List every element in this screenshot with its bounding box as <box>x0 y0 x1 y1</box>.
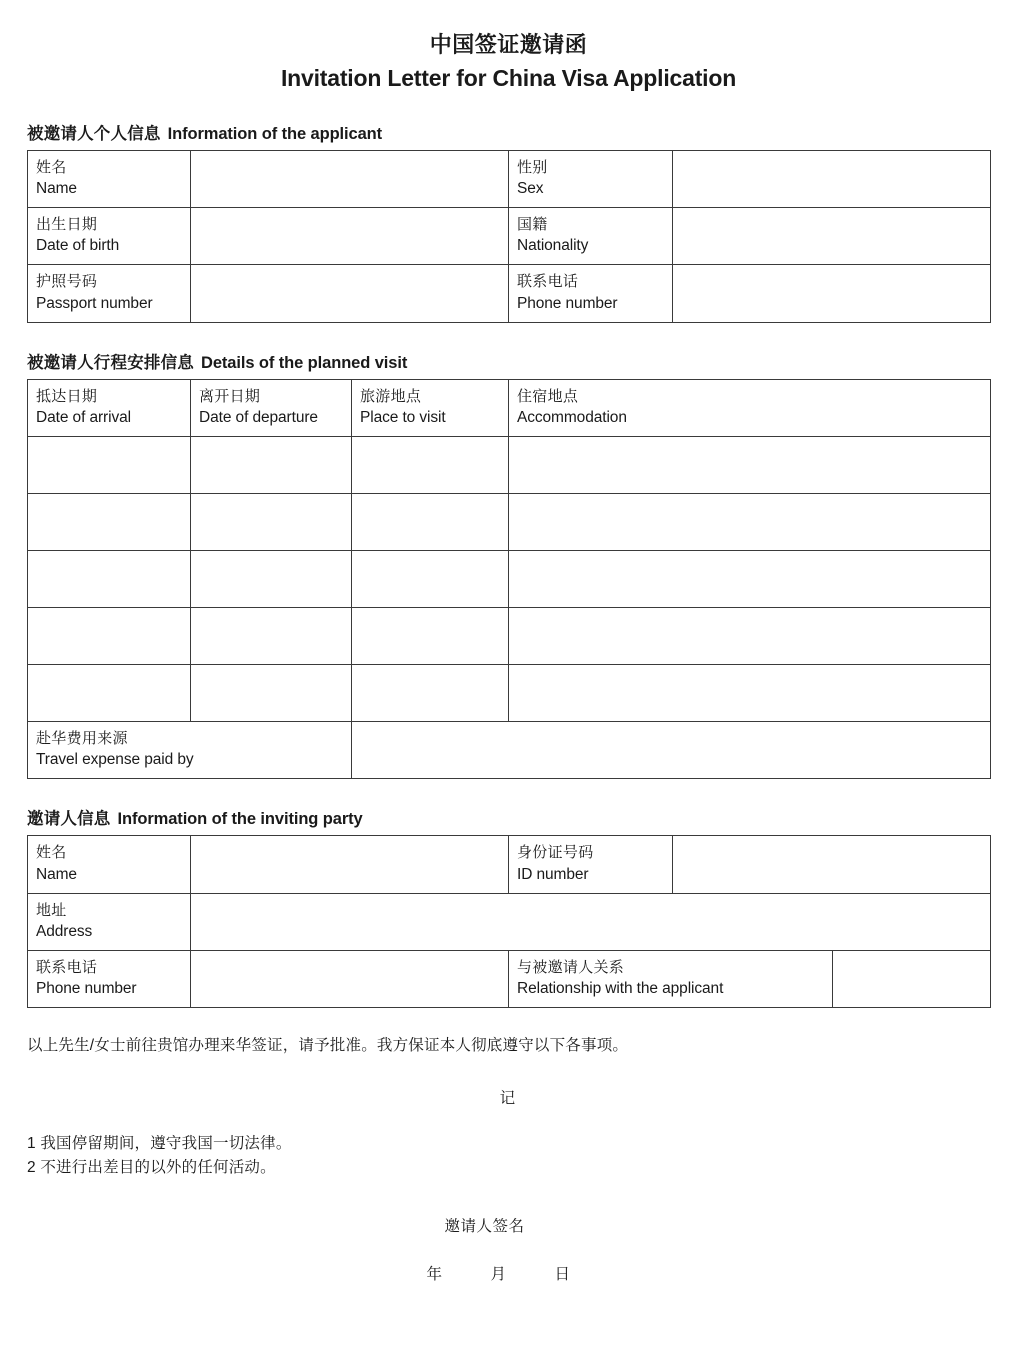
applicant-name-label <box>28 150 191 207</box>
visit-accommodation-field[interactable] <box>509 437 991 494</box>
visit-column-place-en: Place to visit <box>360 409 446 427</box>
visit-departure-field[interactable] <box>191 551 352 608</box>
inviter-phone-label-cn: 联系电话 <box>36 958 98 976</box>
visit-accommodation-field[interactable] <box>509 665 991 722</box>
inviter-relationship-field[interactable] <box>833 950 991 1007</box>
spacer <box>0 94 1017 120</box>
applicant-sex-label-cn: 性别 <box>517 158 548 176</box>
visit-column-arrival-cn: 抵达日期 <box>36 387 98 405</box>
visit-column-place <box>352 379 509 436</box>
table-row <box>28 893 991 950</box>
applicant-name-label-cn: 姓名 <box>36 158 67 176</box>
travel-expense-label <box>28 722 352 779</box>
applicant-dob-label-en: Date of birth <box>36 237 120 255</box>
inviter-relationship-label <box>509 950 833 1007</box>
section-heading-visit <box>27 349 1017 373</box>
visit-column-departure-en: Date of departure <box>199 409 318 427</box>
inviter-name-field[interactable] <box>191 836 509 893</box>
inviter-name-label-en: Name <box>36 865 77 883</box>
visit-accommodation-field[interactable] <box>509 494 991 551</box>
applicant-phone-label-en: Phone number <box>517 294 618 312</box>
inviter-id-field[interactable] <box>673 836 991 893</box>
declaration-statement: 以上先生/女士前往贵馆办理来华签证，请予批准。我方保证本人彻底遵守以下各事项。 <box>27 1037 629 1055</box>
inviter-id-label <box>509 836 673 893</box>
planned-visit-table <box>27 379 991 780</box>
table-header-row <box>28 379 991 436</box>
inviter-name-label <box>28 836 191 893</box>
note-marker: 记 <box>499 1089 516 1107</box>
section-heading-applicant-cn: 被邀请人个人信息 <box>27 124 161 143</box>
visit-accommodation-field[interactable] <box>509 608 991 665</box>
spacer <box>0 779 1017 805</box>
signature-label: 邀请人签名 <box>444 1217 525 1235</box>
visit-column-arrival <box>28 379 191 436</box>
travel-expense-label-en: Travel expense paid by <box>36 751 194 769</box>
table-row <box>28 150 991 207</box>
table-row <box>28 437 991 494</box>
applicant-dob-field[interactable] <box>191 208 509 265</box>
clause-item: 2 不进行出差目的以外的任何活动。 <box>27 1158 276 1176</box>
applicant-name-field[interactable] <box>191 150 509 207</box>
inviter-id-label-cn: 身份证号码 <box>517 844 594 862</box>
inviting-party-table <box>27 835 991 1008</box>
date-day-label: 日 <box>554 1265 571 1283</box>
visit-column-departure <box>191 379 352 436</box>
spacer <box>0 323 1017 349</box>
inviter-phone-label <box>28 950 191 1007</box>
clause-list <box>0 1132 1017 1180</box>
visit-departure-field[interactable] <box>191 494 352 551</box>
visit-column-place-cn: 旅游地点 <box>360 387 422 405</box>
date-month-label: 月 <box>490 1265 507 1283</box>
table-row <box>28 265 991 322</box>
inviter-phone-label-en: Phone number <box>36 980 137 998</box>
visit-arrival-field[interactable] <box>28 665 191 722</box>
section-heading-visit-en: Details of the planned visit <box>201 353 408 372</box>
inviter-address-label-en: Address <box>36 922 93 940</box>
applicant-phone-label <box>509 265 673 322</box>
section-heading-applicant-en: Information of the applicant <box>167 124 383 143</box>
applicant-nationality-field[interactable] <box>673 208 991 265</box>
inviter-relationship-label-cn: 与被邀请人关系 <box>517 958 625 976</box>
section-heading-applicant <box>27 120 1017 144</box>
inviter-address-label <box>28 893 191 950</box>
section-heading-inviting-party <box>27 805 1017 829</box>
visit-departure-field[interactable] <box>191 608 352 665</box>
applicant-sex-label-en: Sex <box>517 180 544 198</box>
inviter-name-label-cn: 姓名 <box>36 844 67 862</box>
table-row <box>28 722 991 779</box>
visit-place-field[interactable] <box>352 494 509 551</box>
date-line <box>0 1262 1017 1284</box>
date-year-label: 年 <box>426 1265 443 1283</box>
inviter-address-label-cn: 地址 <box>36 901 67 919</box>
document-title-english: Invitation Letter for China Visa Application <box>280 64 737 91</box>
visit-column-accommodation-en: Accommodation <box>517 409 627 427</box>
applicant-passport-field[interactable] <box>191 265 509 322</box>
section-heading-visit-cn: 被邀请人行程安排信息 <box>27 353 194 372</box>
applicant-name-label-en: Name <box>36 180 77 198</box>
applicant-passport-label-en: Passport number <box>36 294 153 312</box>
table-row <box>28 836 991 893</box>
visit-place-field[interactable] <box>352 608 509 665</box>
applicant-passport-label <box>28 265 191 322</box>
table-row <box>28 208 991 265</box>
applicant-sex-label <box>509 150 673 207</box>
visit-arrival-field[interactable] <box>28 494 191 551</box>
visit-arrival-field[interactable] <box>28 437 191 494</box>
visit-departure-field[interactable] <box>191 665 352 722</box>
inviter-relationship-label-en: Relationship with the applicant <box>517 980 724 998</box>
table-row <box>28 551 991 608</box>
inviter-address-field[interactable] <box>191 893 991 950</box>
document-title-chinese: 中国签证邀请函 <box>429 32 588 57</box>
visit-place-field[interactable] <box>352 665 509 722</box>
document-title-block <box>0 0 1017 94</box>
applicant-phone-label-cn: 联系电话 <box>517 273 579 291</box>
visit-accommodation-field[interactable] <box>509 551 991 608</box>
applicant-information-table <box>27 150 991 323</box>
table-row <box>28 608 991 665</box>
table-row <box>28 494 991 551</box>
visit-column-accommodation-cn: 住宿地点 <box>517 387 579 405</box>
applicant-dob-label-cn: 出生日期 <box>36 216 98 234</box>
visit-column-arrival-en: Date of arrival <box>36 409 131 427</box>
clause-item: 1 我国停留期间，遵守我国一切法律。 <box>27 1134 292 1152</box>
visit-place-field[interactable] <box>352 437 509 494</box>
applicant-passport-label-cn: 护照号码 <box>36 273 98 291</box>
visit-place-field[interactable] <box>352 551 509 608</box>
travel-expense-label-cn: 赴华费用来源 <box>36 730 128 748</box>
table-row <box>28 665 991 722</box>
section-heading-inviting-party-en: Information of the inviting party <box>117 810 363 829</box>
applicant-sex-field[interactable] <box>673 150 991 207</box>
visit-column-accommodation <box>509 379 991 436</box>
applicant-nationality-label-en: Nationality <box>517 237 589 255</box>
applicant-phone-field[interactable] <box>673 265 991 322</box>
visit-column-departure-cn: 离开日期 <box>199 387 261 405</box>
inviter-id-label-en: ID number <box>517 865 589 883</box>
inviter-phone-field[interactable] <box>191 950 509 1007</box>
section-heading-inviting-party-cn: 邀请人信息 <box>27 810 111 829</box>
visit-arrival-field[interactable] <box>28 551 191 608</box>
travel-expense-field[interactable] <box>352 722 991 779</box>
table-row <box>28 950 991 1007</box>
applicant-nationality-label-cn: 国籍 <box>517 216 548 234</box>
visit-arrival-field[interactable] <box>28 608 191 665</box>
visit-departure-field[interactable] <box>191 437 352 494</box>
applicant-dob-label <box>28 208 191 265</box>
applicant-nationality-label <box>509 208 673 265</box>
